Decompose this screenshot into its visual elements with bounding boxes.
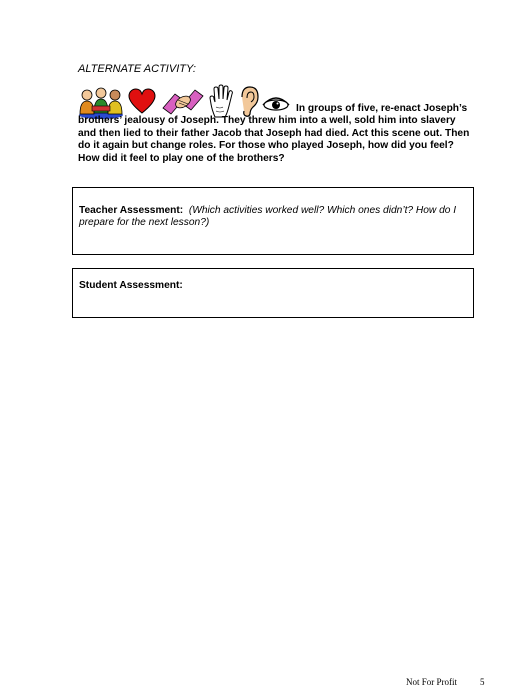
student-assessment-box [72, 268, 474, 318]
page-number: 5 [480, 677, 485, 687]
teacher-assessment-prompt: (Which activities worked well? Which ones didn’t? How do I prepare for the next lesson?) [79, 205, 457, 229]
alternate-activity-heading: ALTERNATE ACTIVITY: [78, 63, 196, 75]
footer-note: Not For Profit [406, 677, 458, 687]
student-assessment-label: Student Assessment: [79, 280, 183, 291]
activity-instructions: In groups of five, re-enact Joseph’s brothers’ jealousy of Joseph. They threw him into a well, sold him into slavery and then lied to their father Jacob that Joseph had died. Act this scene out. Then do it again but change roles. For those who played Joseph, how did you feel? How did it feel to play one of the brothers? [78, 103, 470, 164]
teacher-assessment-box [72, 187, 474, 255]
teacher-assessment-label: Teacher Assessment: [79, 205, 184, 216]
